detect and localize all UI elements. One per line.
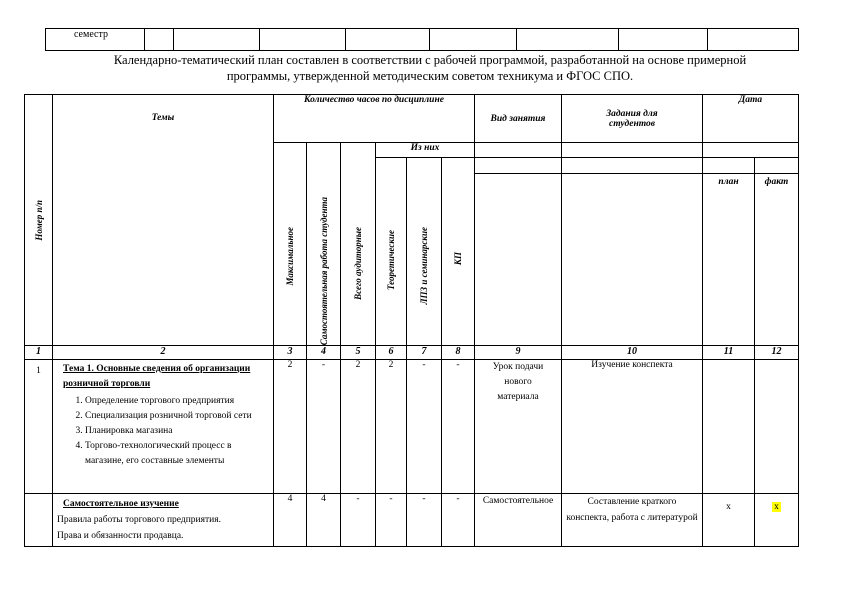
- plan-heading: [40, 52, 820, 84]
- blank-cell: [562, 143, 703, 158]
- header-fact: факт: [755, 174, 799, 346]
- blank-cell: [703, 158, 755, 174]
- cell-theory: 2: [376, 360, 407, 494]
- blank-cell: [475, 143, 562, 158]
- col-number: 12: [755, 346, 799, 360]
- row-num: 1: [25, 360, 53, 494]
- cell-fact: [755, 494, 799, 547]
- cell-type: Самостоятельное: [475, 494, 562, 547]
- cell-max: 2: [274, 360, 307, 494]
- cell-max: 4: [274, 494, 307, 547]
- topic-line: Права и обязанности продавца.: [57, 531, 184, 541]
- cell-task: Составление краткого конспекта, работа с литературой: [562, 494, 703, 547]
- cell-lpz: -: [407, 494, 442, 547]
- header-num: Номер п/п: [25, 95, 53, 346]
- topic-title: Самостоятельное изучение: [63, 499, 179, 509]
- highlighted-mark: х: [774, 502, 779, 512]
- blank-cell: [703, 143, 799, 158]
- cell-total: -: [341, 494, 376, 547]
- heading-line-1: Календарно-тематический план составлен в соответствии с рабочей программой, разработанной на основе примерной: [113, 53, 747, 67]
- heading-line-2: программы, утвержденной методическим советом техникума и ФГОС СПО.: [226, 69, 634, 83]
- header-kp: КП: [442, 158, 475, 346]
- header-selfwork: Самостоятельная работа студента: [307, 143, 341, 346]
- header-hours: Количество часов по дисциплине: [274, 95, 475, 143]
- header-plan: план: [703, 174, 755, 346]
- col-number: 7: [407, 346, 442, 360]
- column-number-row: [25, 346, 799, 360]
- list-item: 2. Специализация розничной торговой сети: [85, 409, 269, 424]
- col-number: 1: [25, 346, 53, 360]
- cell-plan: х: [703, 494, 755, 547]
- col-number: 5: [341, 346, 376, 360]
- cell-self: -: [307, 360, 341, 494]
- header-max: Максимальное: [274, 143, 307, 346]
- blank-cell: [755, 158, 799, 174]
- cell-plan: [703, 360, 755, 494]
- blank-cell: [475, 158, 562, 174]
- list-item: 4. Торгово-технологический процесс в магазине, его составные элементы: [85, 439, 269, 469]
- semester-cell: [619, 29, 708, 51]
- semester-cell: [708, 29, 799, 51]
- table-row: [25, 494, 799, 547]
- col-number: 8: [442, 346, 475, 360]
- thematic-plan-table: [24, 94, 799, 547]
- semester-cell: [260, 29, 346, 51]
- semester-label: семестр: [46, 29, 145, 51]
- row-num: [25, 494, 53, 547]
- cell-theory: -: [376, 494, 407, 547]
- table-row: [25, 360, 799, 494]
- col-number: 10: [562, 346, 703, 360]
- semester-cell: [145, 29, 174, 51]
- semester-cell: [346, 29, 430, 51]
- cell-total: 2: [341, 360, 376, 494]
- cell-kp: -: [442, 494, 475, 547]
- cell-lpz: -: [407, 360, 442, 494]
- blank-cell: [562, 158, 703, 174]
- header-theory: Теоретические: [376, 158, 407, 346]
- semester-cell: [517, 29, 619, 51]
- col-number: 2: [53, 346, 274, 360]
- row-topic: [53, 360, 274, 494]
- semester-cell: [174, 29, 260, 51]
- col-number: 6: [376, 346, 407, 360]
- col-number: 11: [703, 346, 755, 360]
- topic-list: [57, 394, 269, 469]
- header-of-them: Из них: [376, 143, 475, 158]
- row-topic: [53, 494, 274, 547]
- cell-fact: [755, 360, 799, 494]
- cell-task: Изучение конспекта: [562, 360, 703, 494]
- header-topics: Темы: [53, 95, 274, 346]
- blank-cell: [562, 174, 703, 346]
- col-number: 3: [274, 346, 307, 360]
- topic-title: Тема 1. Основные сведения об организации розничной торговли: [63, 364, 251, 389]
- cell-kp: -: [442, 360, 475, 494]
- header-date: Дата: [703, 95, 799, 143]
- header-type: Вид занятия: [475, 95, 562, 143]
- header-tasks: Задания для студентов: [562, 95, 703, 143]
- header-lpz: ЛПЗ и семинарские: [407, 158, 442, 346]
- list-item: 1. Определение торгового предприятия: [85, 394, 269, 409]
- semester-table: [45, 28, 799, 51]
- cell-type: Урок подачи нового материала: [475, 360, 562, 494]
- header-total: Всего аудиторные: [341, 143, 376, 346]
- semester-cell: [430, 29, 517, 51]
- col-number: 9: [475, 346, 562, 360]
- blank-cell: [475, 174, 562, 346]
- list-item: 3. Планировка магазина: [85, 424, 269, 439]
- col-number: 4: [307, 346, 341, 360]
- cell-self: 4: [307, 494, 341, 547]
- topic-line: Правила работы торгового предприятия.: [57, 515, 221, 525]
